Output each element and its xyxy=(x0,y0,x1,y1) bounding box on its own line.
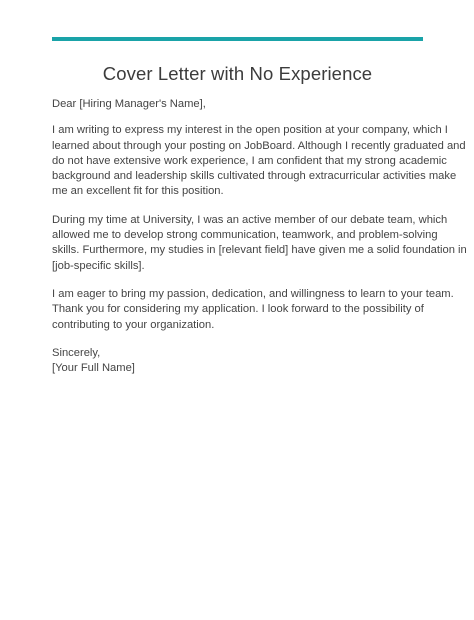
paragraph-line: During my time at University, I was an active member of our debate team, which xyxy=(52,213,448,226)
closing-block xyxy=(52,346,424,377)
paragraph-line: allowed me to develop strong communication, teamwork, and problem-solving xyxy=(52,229,438,242)
paragraph-line: background and leadership skills cultivated through extracurricular activities make xyxy=(52,170,457,183)
paragraph-line: I am writing to express my interest in the open position at your company, which I xyxy=(52,124,448,137)
paragraph-line: Thank you for considering my application. I look forward to the possibility of xyxy=(52,303,424,316)
document-title: Cover Letter with No Experience xyxy=(102,63,373,84)
paragraph-line: I am eager to bring my passion, dedication, and willingness to learn to your team. xyxy=(52,287,454,300)
paragraph-line: skills. Furthermore, my studies in [relevant field] have given me a solid foundation in xyxy=(52,244,467,257)
paragraph-2 xyxy=(52,213,467,274)
paragraph-line: learned about through your posting on JobBoard. Although I recently graduated and xyxy=(52,139,466,152)
paragraph-line: do not have extensive work experience, I am confident that my strong academic xyxy=(52,154,447,167)
signature: [Your Full Name] xyxy=(52,362,135,375)
paragraph-line: contributing to your organization. xyxy=(52,318,215,331)
paragraph-3 xyxy=(52,287,454,333)
greeting: Dear [Hiring Manager's Name], xyxy=(52,98,206,110)
paragraph-line: [job-specific skills]. xyxy=(52,259,145,272)
top-accent-rule xyxy=(52,37,423,41)
paragraph-line: me an excellent fit for this position. xyxy=(52,185,224,198)
letter-body xyxy=(52,97,467,376)
paragraph-1 xyxy=(52,123,466,199)
closing: Sincerely, xyxy=(52,346,101,359)
